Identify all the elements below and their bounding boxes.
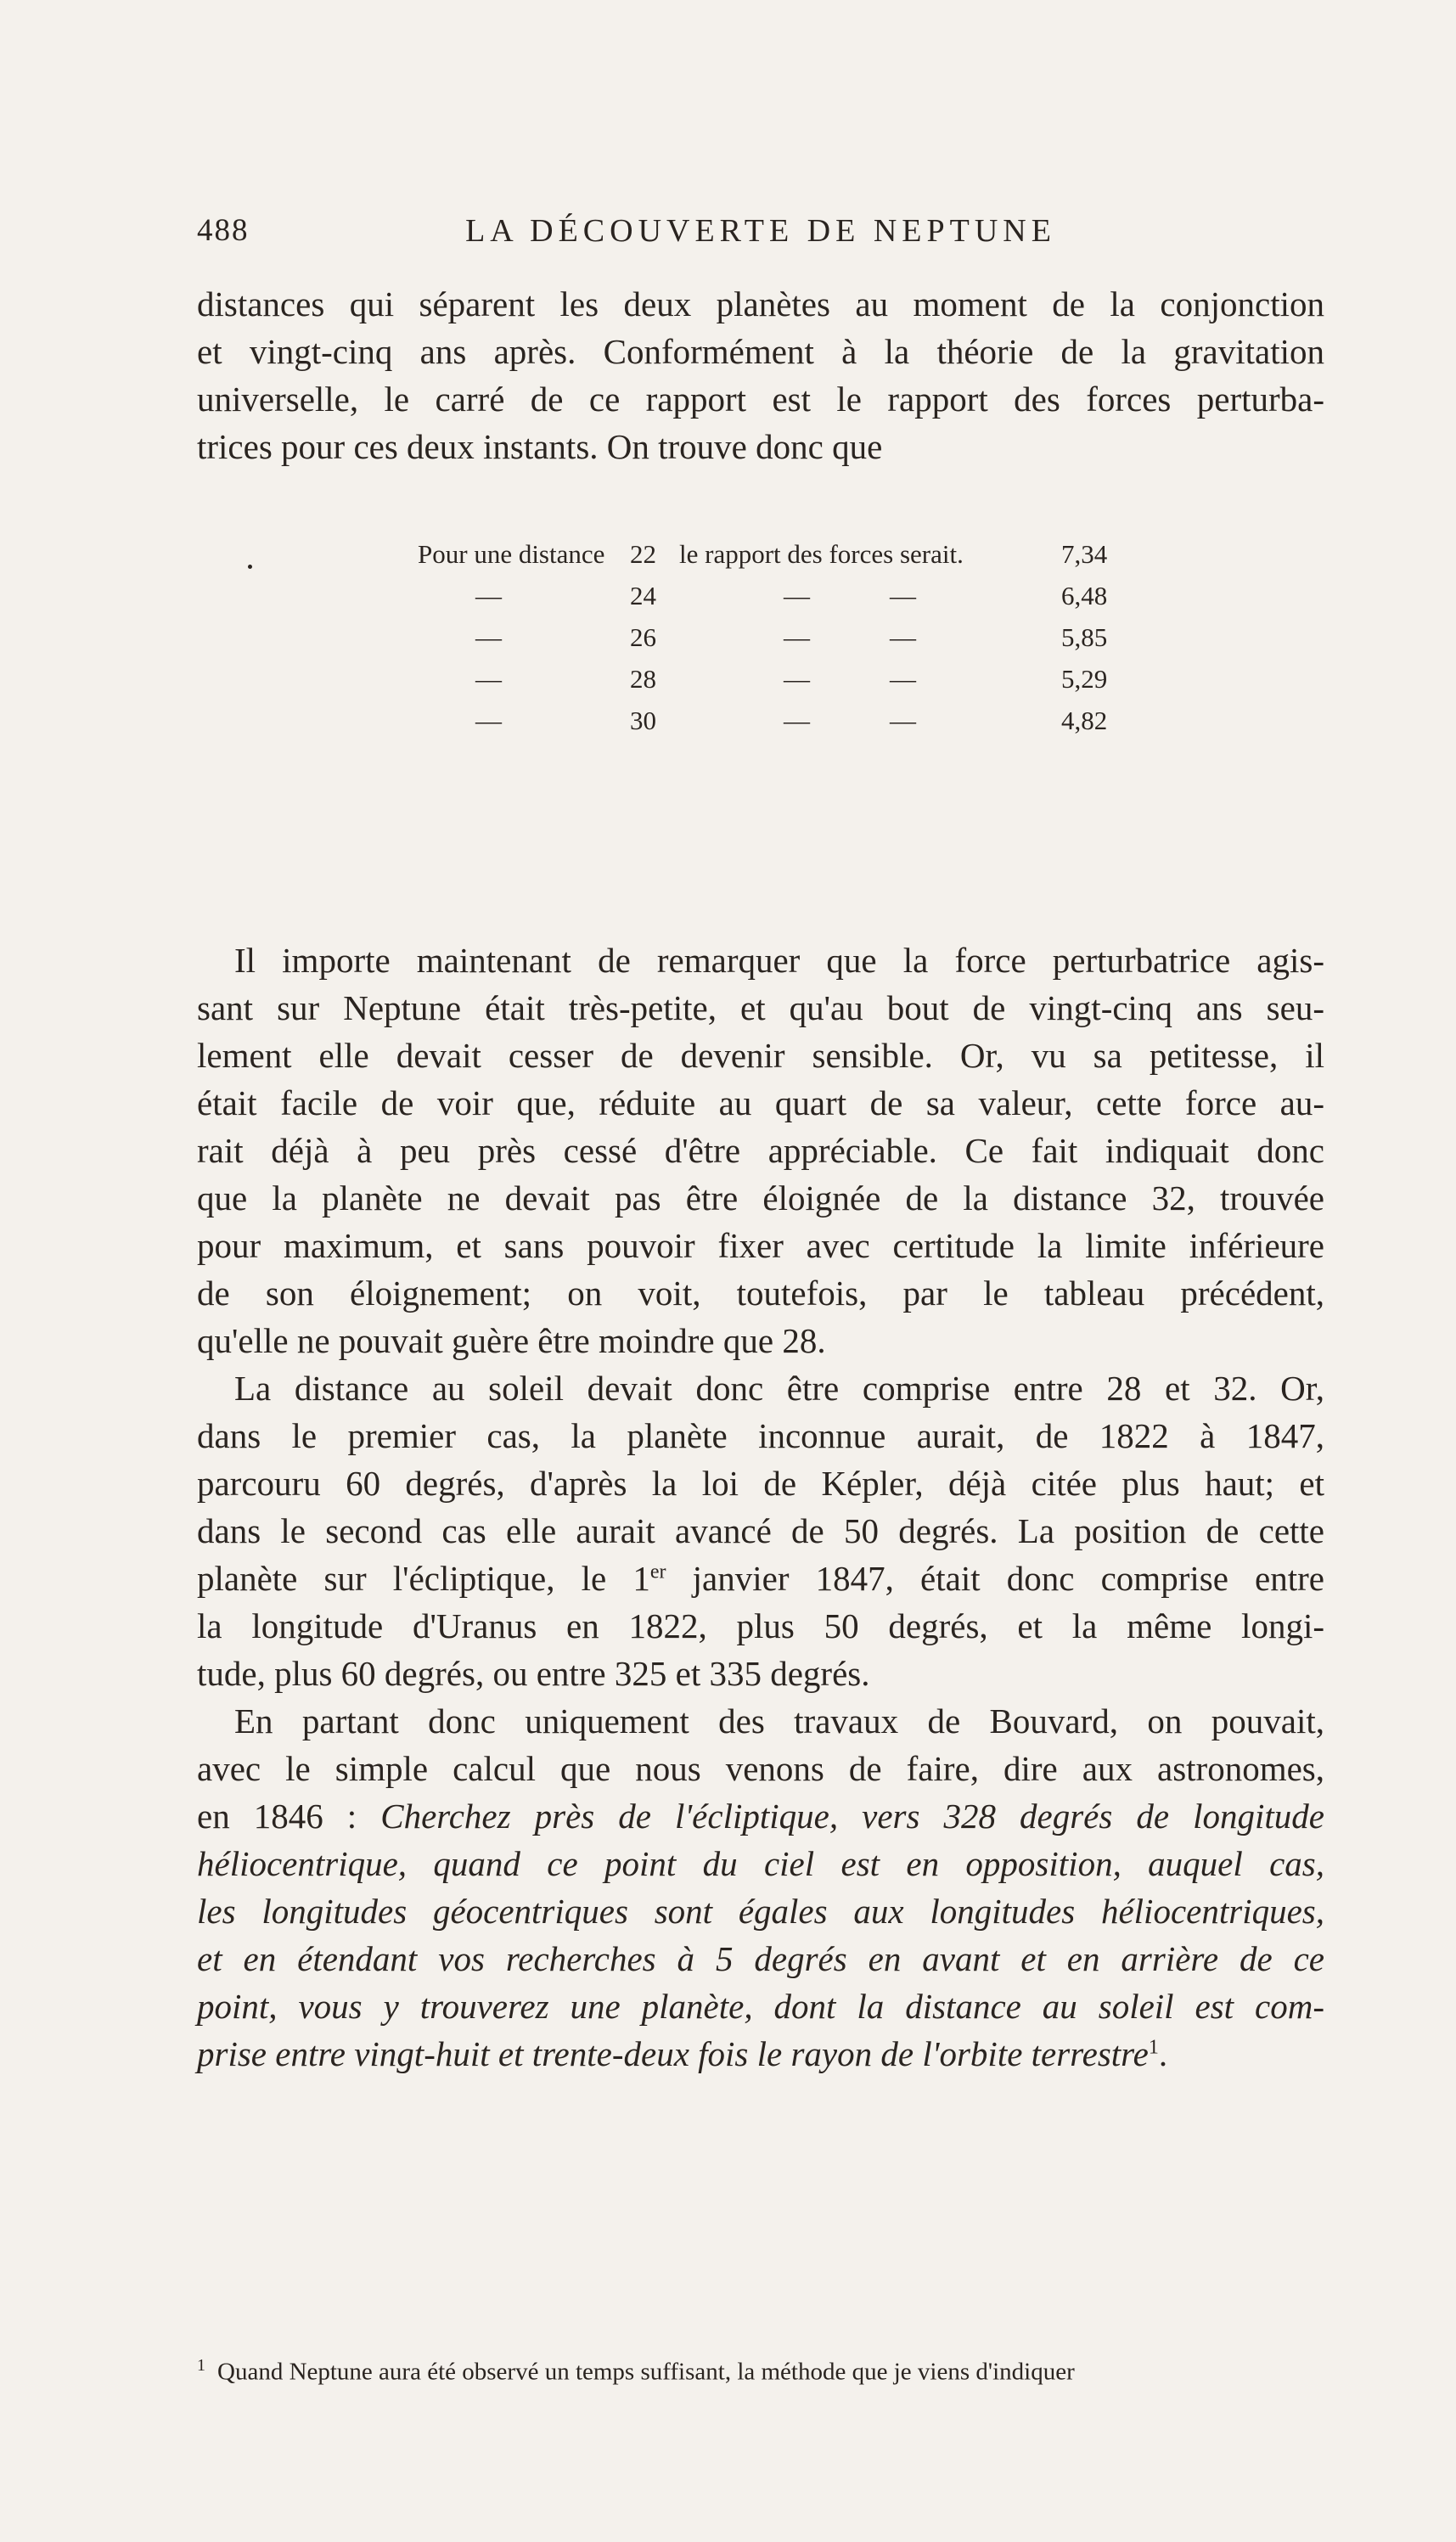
text-line: dans le second cas elle aurait avancé de 50 degrés. La position de cette [197,1511,1324,1550]
table-row [408,622,1155,664]
footnote-text: Quand Neptune aura été observé un temps suffisant, la méthode que je viens d'indiquer [217,2358,1075,2386]
text-line [197,1555,1324,1602]
row-label: Pour une distance [418,539,605,569]
text-line: était facile de voir que, réduite au quart de sa valeur, cette force au- [197,1083,1324,1122]
row-value: 4,82 [1061,706,1108,735]
body-text [197,936,1324,2078]
paragraph-1 [197,280,1324,470]
row-dash: — [784,622,810,652]
text-line: point, vous y trouverez une planète, dont la distance au soleil est com- [197,1987,1324,2026]
running-title: LA DÉCOUVERTE DE NEPTUNE [465,213,1056,249]
row-distance: 24 [630,581,656,610]
page-number: 488 [197,213,250,248]
running-head [197,212,1324,263]
text-fragment: en 1846 : [197,1797,381,1836]
text-line: parcouru 60 degrés, d'après la loi de Képler, déjà citée plus haut; et [197,1464,1324,1503]
row-dash: — [784,581,810,610]
text-line: La distance au soleil devait donc être comprise entre 28 et 32. Or, [234,1369,1324,1408]
row-label: — [475,622,502,652]
text-line: qu'elle ne pouvait guère être moindre que 28. [197,1321,826,1360]
paragraph-4 [197,1697,1324,2078]
text-line: sant sur Neptune était très-petite, et qu'au bout de vingt-cinq ans seu- [197,988,1324,1027]
table-row [408,539,1155,581]
row-value: 6,48 [1061,581,1108,610]
text-line [197,2030,1324,2078]
text-line [197,1792,1324,1840]
text-fragment: planète sur l'écliptique, le 1 [197,1559,650,1598]
forces-table [408,539,1155,747]
italic-text: Cherchez près de l'écliptique, vers 328 degrés de longitude [380,1797,1324,1836]
superscript: er [649,1561,666,1583]
footnote [197,2356,1324,2387]
text-line: rait déjà à peu près cessé d'être appréciable. Ce fait indiquait donc [197,1131,1324,1170]
text-line: trices pour ces deux instants. On trouve donc que [197,427,883,466]
text-line: dans le premier cas, la planète inconnue aurait, de 1822 à 1847, [197,1416,1324,1455]
row-label: — [475,706,502,735]
text-line: les longitudes géocentriques sont égales aux longitudes héliocentriques, [197,1892,1324,1931]
table-row [408,706,1155,747]
row-dash: — [890,664,916,694]
text-line: que la planète ne devait pas être éloignée de la distance 32, trouvée [197,1178,1324,1218]
text-line: et en étendant vos recherches à 5 degrés en avant et en arrière de ce [197,1939,1324,1978]
row-distance: 22 [630,539,656,569]
table-row [408,664,1155,706]
text-fragment: . [1158,2034,1168,2073]
row-label: — [475,581,502,610]
text-line: universelle, le carré de ce rapport est le rapport des forces perturba- [197,380,1324,419]
row-value: 5,29 [1061,664,1108,694]
footnote-marker: 1 [197,2356,205,2375]
text-fragment: janvier 1847, était donc comprise entre [666,1559,1324,1598]
row-distance: 28 [630,664,656,694]
row-text: le rapport des forces serait. [679,539,964,569]
text-line: tude, plus 60 degrés, ou entre 325 et 335 degrés. [197,1654,870,1693]
text-line: héliocentrique, quand ce point du ciel est en opposition, auquel cas, [197,1844,1324,1883]
footnote-reference[interactable]: 1 [1148,2036,1159,2059]
row-label: — [475,664,502,694]
row-distance: 30 [630,706,656,735]
text-line: En partant donc uniquement des travaux de Bouvard, on pouvait, [234,1701,1324,1741]
text-line: avec le simple calcul que nous venons de faire, dire aux astronomes, [197,1749,1324,1788]
text-line: pour maximum, et sans pouvoir fixer avec certitude la limite inférieure [197,1226,1324,1265]
row-distance: 26 [630,622,656,652]
paragraph-3 [197,1364,1324,1697]
text-line: et vingt-cinq ans après. Conformément à la théorie de la gravitation [197,332,1324,371]
text-line: la longitude d'Uranus en 1822, plus 50 degrés, et la même longi- [197,1606,1324,1645]
row-value: 5,85 [1061,622,1108,652]
row-dash: — [890,581,916,610]
text-line: lement elle devait cesser de devenir sensible. Or, vu sa petitesse, il [197,1036,1324,1075]
row-dash: — [890,706,916,735]
text-line: Il importe maintenant de remarquer que la force perturbatrice agis- [234,941,1324,980]
row-dash: — [784,706,810,735]
row-dash: — [890,622,916,652]
text-line: de son éloignement; on voit, toutefois, par le tableau précédent, [197,1274,1324,1313]
table-row [408,581,1155,622]
paragraph-2 [197,936,1324,1364]
italic-text: prise entre vingt-huit et trente-deux fois le rayon de l'orbite terrestre [197,2034,1149,2073]
row-dash: — [784,664,810,694]
printed-mark [248,565,252,569]
row-value: 7,34 [1061,539,1108,569]
text-line: distances qui séparent les deux planètes au moment de la conjonction [197,284,1324,323]
